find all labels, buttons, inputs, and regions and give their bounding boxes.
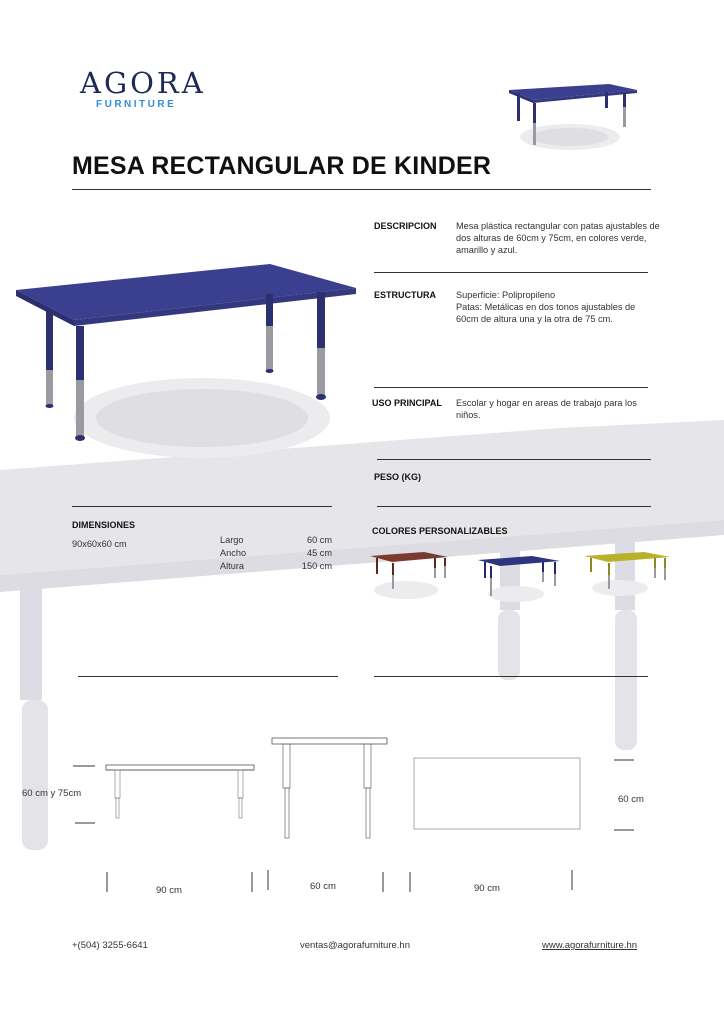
brand-logo-subtitle: FURNITURE [96,99,177,110]
width-dimension-label: 90 cm [156,885,182,896]
spec-divider [377,459,651,460]
height-dimension-label: 60 cm y 75cm [22,788,82,799]
page-title: MESA RECTANGULAR DE KINDER [72,152,492,180]
dimension-name: Largo [220,535,244,545]
spec-text-uso: Escolar y hogar en areas de trabajo para los niños. [456,398,637,420]
spec-divider [374,387,648,388]
colors-divider [374,676,648,677]
product-main-image [12,258,362,468]
color-swatch-blue [476,552,566,604]
technical-drawing [0,730,724,900]
colors-label: COLORES PERSONALIZABLES [372,526,508,536]
color-swatch-brown [368,548,458,600]
brand-logo: AGORA [80,66,206,100]
product-thumbnail [505,82,645,154]
spec-divider [377,506,651,507]
footer-website-link[interactable]: www.agorafurniture.hn [542,940,638,951]
dimension-value: 45 cm [306,548,332,558]
footer-phone: +(504) 3255-6641 [72,940,148,951]
spec-divider [374,272,648,273]
dimension-name: Ancho [220,548,247,558]
footer-email[interactable]: ventas@agorafurniture.hn [300,940,410,951]
dimensions-label: DIMENSIONES [72,520,136,530]
spec-label-uso: USO PRINCIPAL [372,398,442,408]
dimension-name: Altura [220,561,245,571]
dimension-value: 150 cm [301,561,332,571]
depth-dimension-label: 60 cm [618,794,644,805]
color-swatch-yellow [582,548,674,600]
dimensions-divider [78,676,338,677]
title-divider [72,189,651,190]
dimensions-summary: 90x60x60 cm [72,539,127,549]
width-dimension-label: 90 cm [474,883,500,894]
width-dimension-label: 60 cm [310,881,336,892]
spec-text-estructura: Superficie: Polipropileno Patas: Metálicas en dos tonos ajustables de 60cm de altura una y la otra de 75 cm. [456,290,636,324]
dimensions-divider [72,506,332,507]
spec-label-estructura: ESTRUCTURA [374,290,436,300]
dimension-value: 60 cm [306,535,332,545]
spec-text-descripcion: Mesa plástica rectangular con patas ajustables de dos alturas de 60cm y 75cm, en colores verde, amarillo y azul. [456,221,660,255]
spec-label-descripcion: DESCRIPCION [374,221,437,231]
spec-label-peso: PESO (KG) [374,472,422,482]
